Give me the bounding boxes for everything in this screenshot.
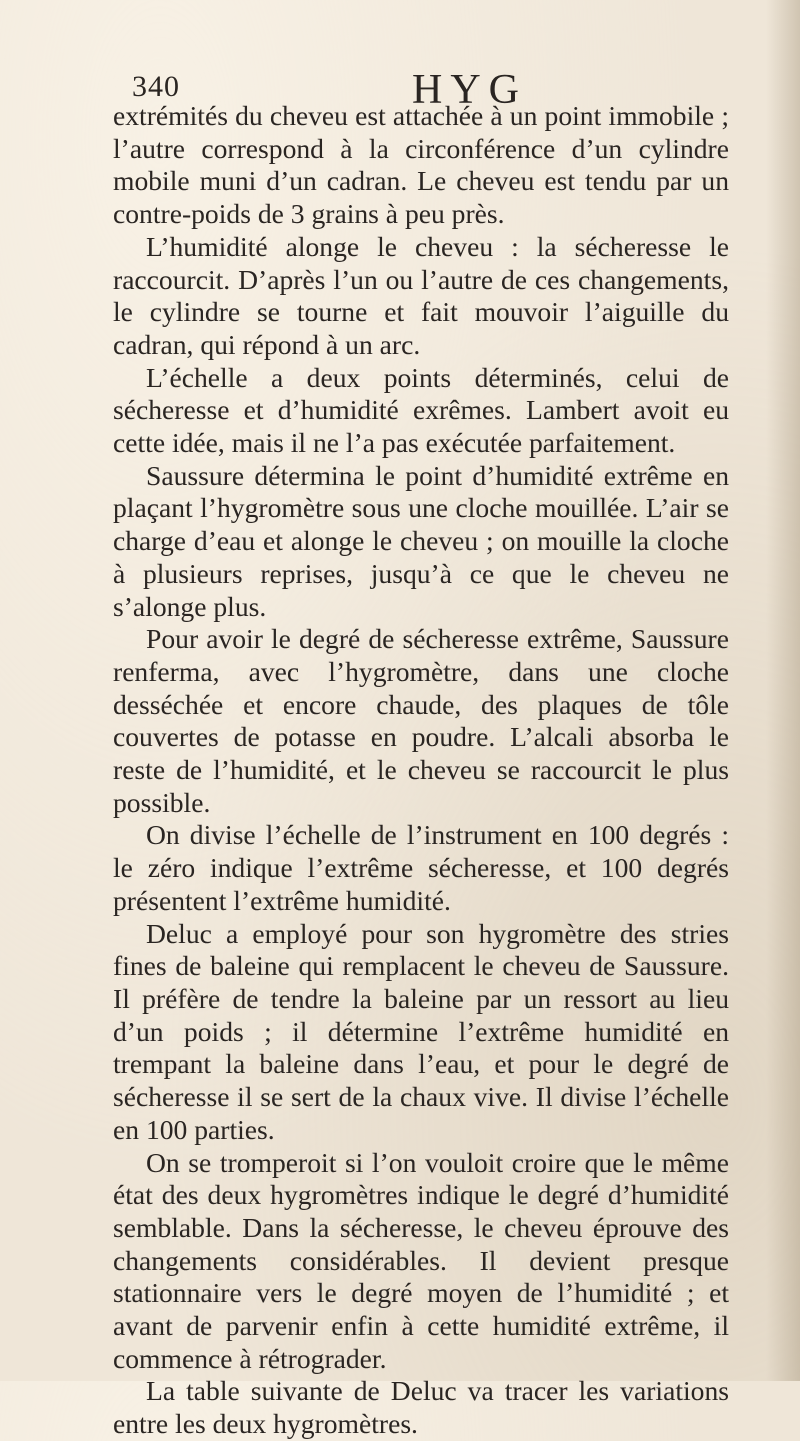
paragraph-5: Pour avoir le degré de sécheresse extrême, Saussure renferma, avec l’hygromètre, dans une cloche desséchée et encore chaude, des plaques de tôle couvertes de potasse en poudre. L’alcali absorba le reste de l’humidité, et le cheveu se raccourcit le plus possible. xyxy=(113,623,729,818)
paragraph-4: Saussure détermina le point d’humidité extrême en plaçant l’hygromètre sous une cloche mouillée. L’air se charge d’eau et alonge le cheveu ; on mouille la cloche à plusieurs reprises, jusqu’à ce que le cheveu ne s’alonge plus. xyxy=(113,459,729,622)
paragraph-9: La table suivante de Deluc va tracer les variations entre les deux hygromètres. xyxy=(113,1375,729,1440)
paragraph-2: L’humidité alonge le cheveu : la sécheresse le raccourcit. D’après l’un ou l’autre de ces changements, le cylindre se tourne et fait mouvoir l’aiguille du cadran, qui répond à un arc. xyxy=(113,230,729,360)
paragraph-3: L’échelle a deux points déterminés, celui de sécheresse et d’humidité exrêmes. Lambert avoit eu cette idée, mais il ne l’a pas exécutée parfaitement. xyxy=(113,361,729,459)
paragraph-1: extrémités du cheveu est attachée à un point immobile ; l’autre correspond à la circonférence d’un cylindre mobile muni d’un cadran. Le cheveu est tendu par un contre-poids de 3 grains à peu près. xyxy=(113,100,729,230)
page-edge-shadow xyxy=(766,0,800,1381)
running-title: HYG xyxy=(412,67,527,113)
paragraph-7: Deluc a employé pour son hygromètre des stries fines de baleine qui remplacent le cheveu de Saussure. Il préfère de tendre la baleine par un ressort au lieu d’un poids ; il détermine l’extrême humidité en trempant la baleine dans l’eau, et pour le degré de sécheresse il se sert de la chaux vive. Il divise l’échelle en 100 parties. xyxy=(113,917,729,1145)
body-text xyxy=(113,100,729,1441)
page-number: 340 xyxy=(132,70,180,103)
paragraph-8: On se tromperoit si l’on vouloit croire que le même état des deux hygromètres indique le degré d’humidité semblable. Dans la sécheresse, le cheveu éprouve des changements considérables. Il devient presque stationnaire vers le degré moyen de l’humidité ; et avant de parvenir enfin à cette humidité extrême, il commence à rétrograder. xyxy=(113,1146,729,1374)
paragraph-6: On divise l’échelle de l’instrument en 100 degrés : le zéro indique l’extrême sécheresse, et 100 degrés présentent l’extrême humidité. xyxy=(113,819,729,916)
